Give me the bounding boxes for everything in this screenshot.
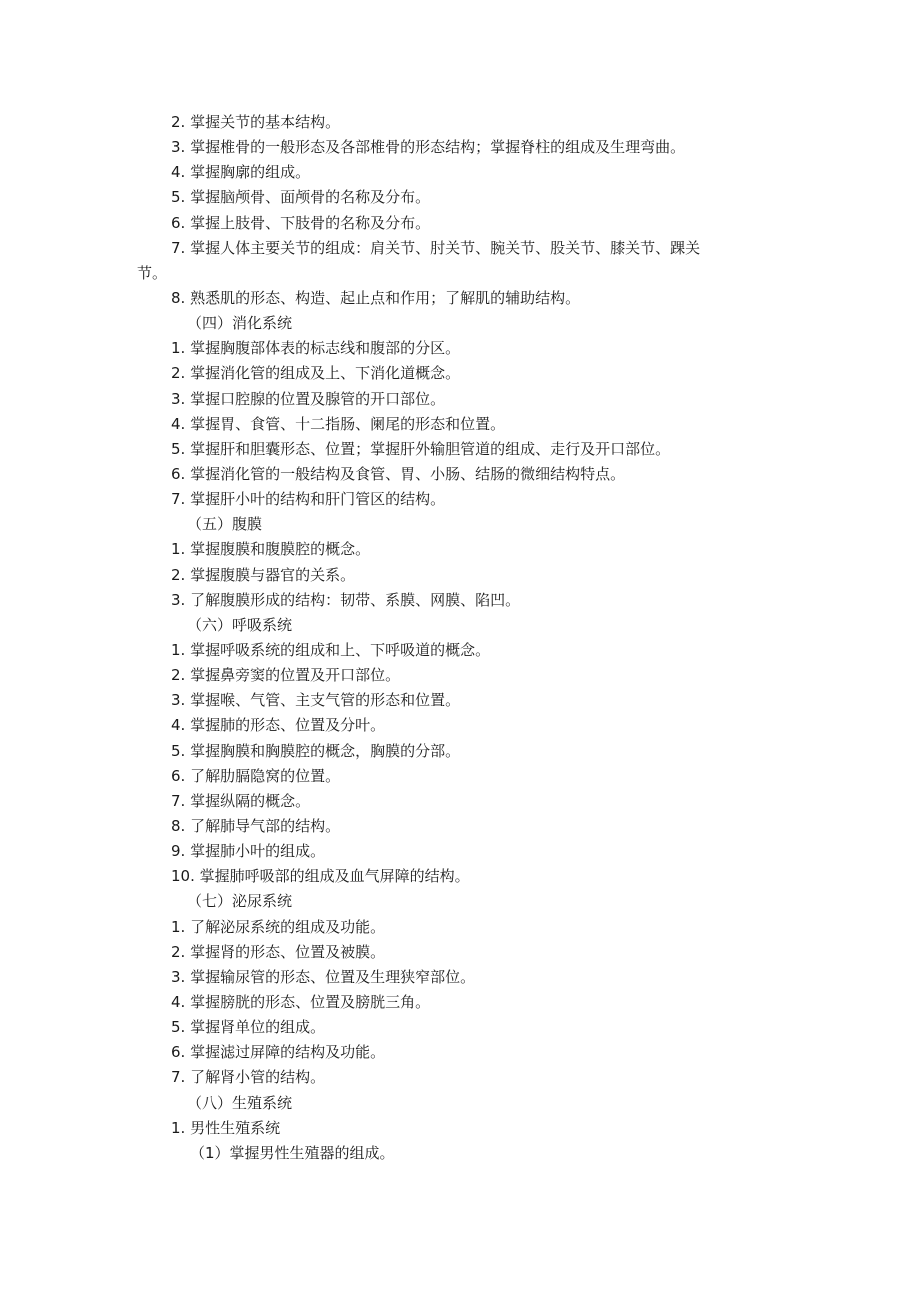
- list-item: 9. 掌握肺小叶的组成。: [171, 842, 326, 861]
- list-item: 4. 掌握胸廓的组成。: [171, 163, 311, 182]
- list-item-continuation: 节。: [137, 263, 168, 282]
- list-item: 4. 掌握肺的形态、位置及分叶。: [171, 716, 386, 735]
- list-item: 10. 掌握肺呼吸部的组成及血气屏障的结构。: [171, 867, 470, 886]
- list-item: 2. 掌握消化管的组成及上、下消化道概念。: [171, 364, 461, 383]
- list-item: 1. 男性生殖系统: [171, 1118, 281, 1137]
- list-item: 8. 了解肺导气部的结构。: [171, 816, 341, 835]
- list-item: 6. 掌握滤过屏障的结构及功能。: [171, 1043, 386, 1062]
- list-item: 3. 掌握口腔腺的位置及腺管的开口部位。: [171, 389, 446, 408]
- list-item: 6. 掌握上肢骨、下肢骨的名称及分布。: [171, 213, 431, 232]
- list-item: 1. 掌握胸腹部体表的标志线和腹部的分区。: [171, 339, 461, 358]
- list-item: 5. 掌握胸膜和胸膜腔的概念，胸膜的分部。: [171, 741, 461, 760]
- list-item: 7. 掌握肝小叶的结构和肝门管区的结构。: [171, 490, 446, 509]
- list-item: 1. 了解泌尿系统的组成及功能。: [171, 917, 386, 936]
- list-item: 2. 掌握肾的形态、位置及被膜。: [171, 942, 386, 961]
- list-item: 4. 掌握膀胱的形态、位置及膀胱三角。: [171, 992, 431, 1011]
- section-heading: （七）泌尿系统: [187, 892, 293, 911]
- list-item-text: 7. 掌握人体主要关节的组成：肩关节、肘关节、腕关节、股关节、膝关节、踝关: [171, 238, 701, 257]
- list-item: 1. 掌握腹膜和腹膜腔的概念。: [171, 540, 371, 559]
- list-item: 2. 掌握关节的基本结构。: [171, 113, 341, 131]
- list-item: 3. 掌握椎骨的一般形态及各部椎骨的形态结构；掌握脊柱的组成及生理弯曲。: [171, 138, 686, 157]
- list-item: 5. 掌握脑颅骨、面颅骨的名称及分布。: [171, 188, 431, 207]
- list-item: 3. 了解腹膜形成的结构：韧带、系膜、网膜、陷凹。: [171, 590, 521, 609]
- list-item: 6. 掌握消化管的一般结构及食管、胃、小肠、结肠的微细结构特点。: [171, 465, 626, 483]
- section-heading: （四）消化系统: [187, 314, 293, 333]
- sub-item: （1）掌握男性生殖器的组成。: [190, 1143, 395, 1162]
- list-item: 6. 了解肋膈隐窝的位置。: [171, 766, 341, 785]
- list-item: 3. 掌握输尿管的形态、位置及生理狭窄部位。: [171, 967, 476, 986]
- list-item: 7. 了解肾小管的结构。: [171, 1068, 326, 1087]
- list-item: 3. 掌握喉、气管、主支气管的形态和位置。: [171, 691, 461, 710]
- list-item: 1. 掌握呼吸系统的组成和上、下呼吸道的概念。: [171, 640, 491, 659]
- section-heading: （八）生殖系统: [187, 1093, 293, 1112]
- section-heading: （五）腹膜: [187, 515, 263, 534]
- list-item: 5. 掌握肾单位的组成。: [171, 1018, 326, 1037]
- section-heading: （六）呼吸系统: [187, 615, 293, 634]
- list-item: 5. 掌握肝和胆囊形态、位置；掌握肝外输胆管道的组成、走行及开口部位。: [171, 439, 671, 458]
- list-item: 8. 熟悉肌的形态、构造、起止点和作用；了解肌的辅助结构。: [171, 289, 581, 308]
- list-item: 2. 掌握鼻旁窦的位置及开口部位。: [171, 666, 401, 685]
- list-item: 4. 掌握胃、食管、十二指肠、阑尾的形态和位置。: [171, 414, 506, 433]
- list-item: 2. 掌握腹膜与器官的关系。: [171, 565, 356, 584]
- list-item-wrapped: [137, 236, 787, 286]
- document-body: [137, 110, 787, 1166]
- list-item: 7. 掌握纵隔的概念。: [171, 791, 311, 810]
